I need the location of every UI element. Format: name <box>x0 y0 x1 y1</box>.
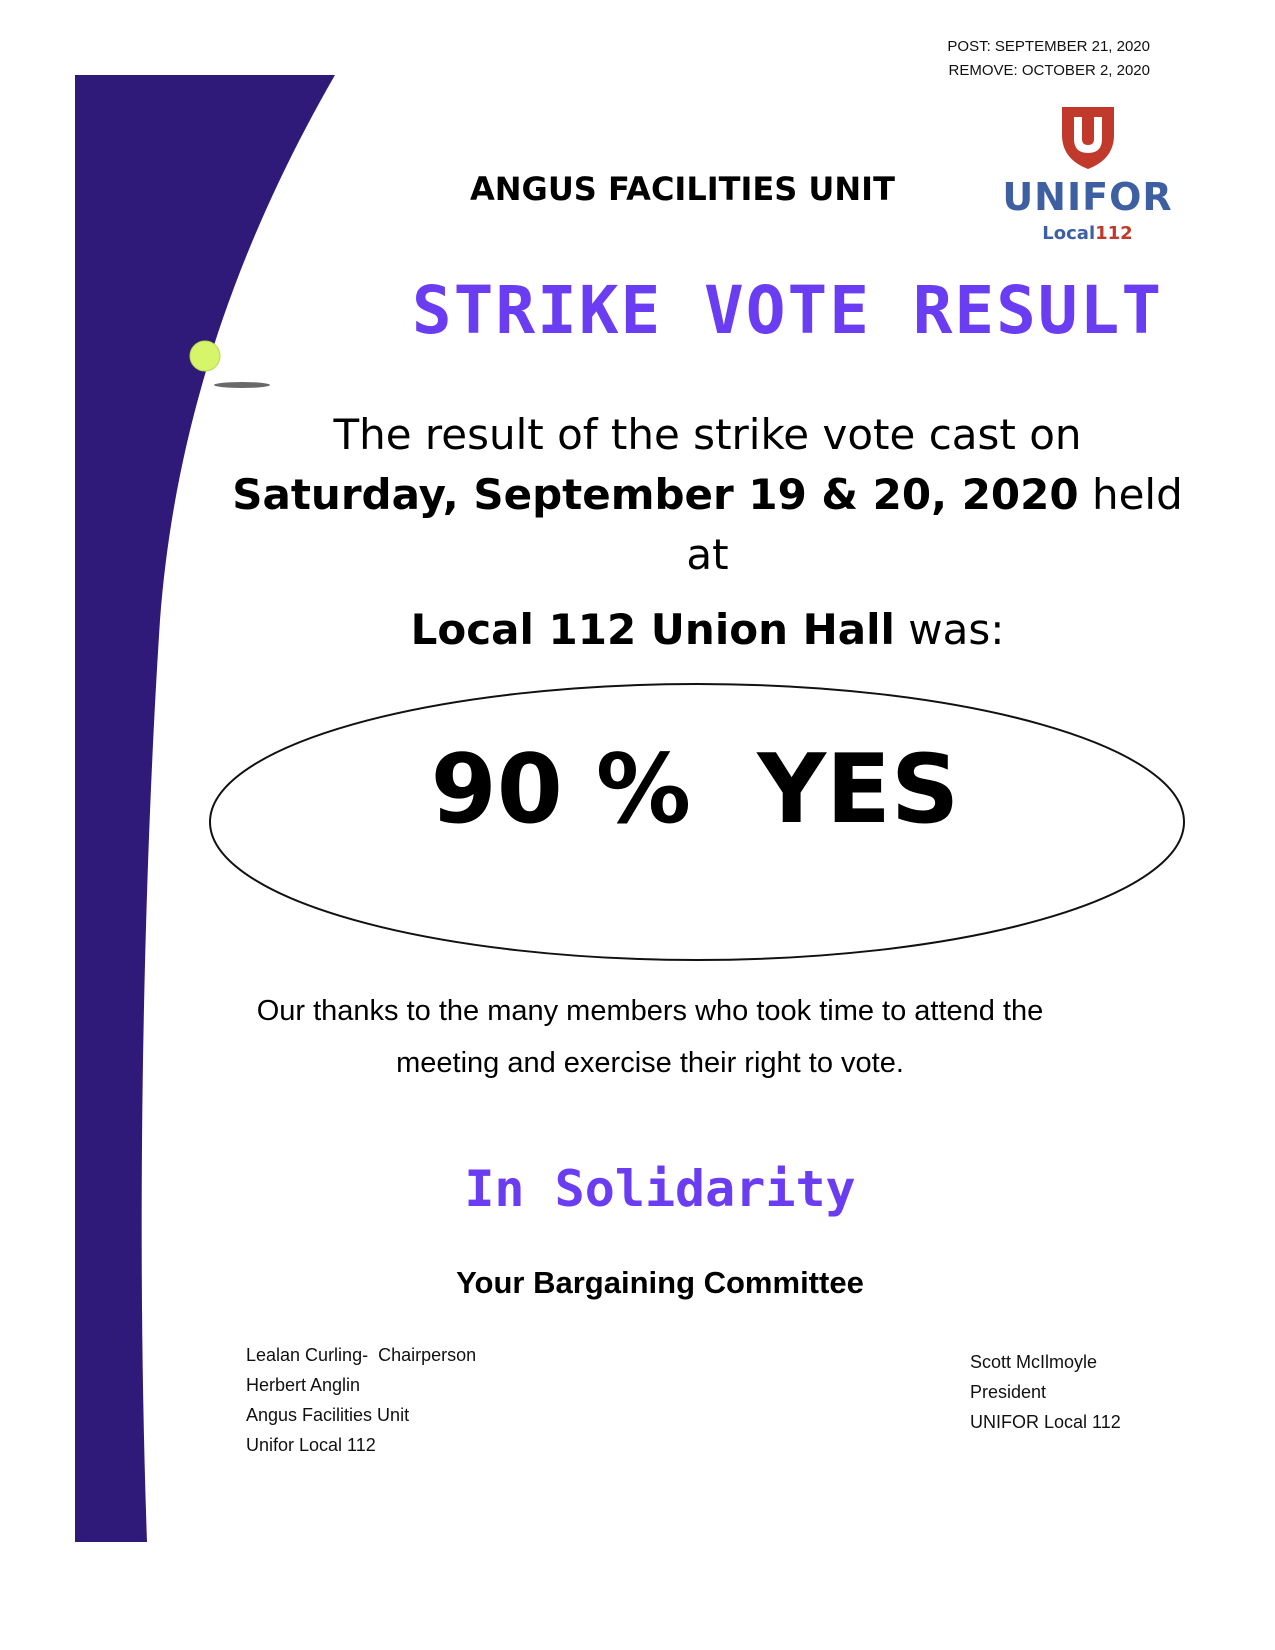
vote-location: Local 112 Union Hall <box>410 605 895 654</box>
signature-line: President <box>970 1382 1047 1402</box>
signature-line: UNIFOR Local 112 <box>970 1412 1121 1432</box>
logo-wordmark: UNIFOR <box>1002 175 1173 219</box>
green-bullet-dot <box>190 341 220 371</box>
statement-line-3: at <box>686 530 729 579</box>
statement-line-2 <box>200 465 1215 525</box>
logo-local <box>990 223 1185 244</box>
unit-title: ANGUS FACILITIES UNIT <box>470 170 895 208</box>
logo-local-number: 112 <box>1095 223 1133 244</box>
vote-result: 90 % YES <box>430 735 960 845</box>
unifor-logo <box>990 105 1185 265</box>
signature-line: Angus Facilities Unit <box>246 1405 410 1425</box>
thanks-line-2: meeting and exercise their right to vote. <box>396 1047 904 1079</box>
signature-block-left <box>246 1340 476 1460</box>
vote-location-suffix: was: <box>908 605 1005 654</box>
statement-line-1: The result of the strike vote cast on <box>333 410 1082 459</box>
signature-block-right <box>970 1347 1121 1437</box>
post-date: POST: SEPTEMBER 21, 2020 <box>947 38 1150 55</box>
thanks-line-1: Our thanks to the many members who took time to attend the <box>256 995 1044 1027</box>
closing-salutation: In Solidarity <box>464 1160 856 1218</box>
vote-date-suffix: held <box>1091 470 1183 519</box>
committee-signature: Your Bargaining Committee <box>456 1265 864 1300</box>
signature-line: Scott McIlmoyle <box>970 1352 1098 1372</box>
logo-local-word: Local <box>1042 223 1096 244</box>
unifor-shield-icon <box>1060 105 1116 171</box>
statement-line-4 <box>200 600 1215 660</box>
vote-date: Saturday, September 19 & 20, 2020 <box>232 470 1079 519</box>
signature-line: Herbert Anglin <box>246 1375 361 1395</box>
signature-line: Unifor Local 112 <box>246 1435 376 1455</box>
signature-line: Lealan Curling- Chairperson <box>246 1345 477 1365</box>
remove-date: REMOVE: OCTOBER 2, 2020 <box>948 62 1150 79</box>
headline: STRIKE VOTE RESULT <box>411 272 1164 349</box>
bullet-dot-shadow <box>214 382 270 388</box>
